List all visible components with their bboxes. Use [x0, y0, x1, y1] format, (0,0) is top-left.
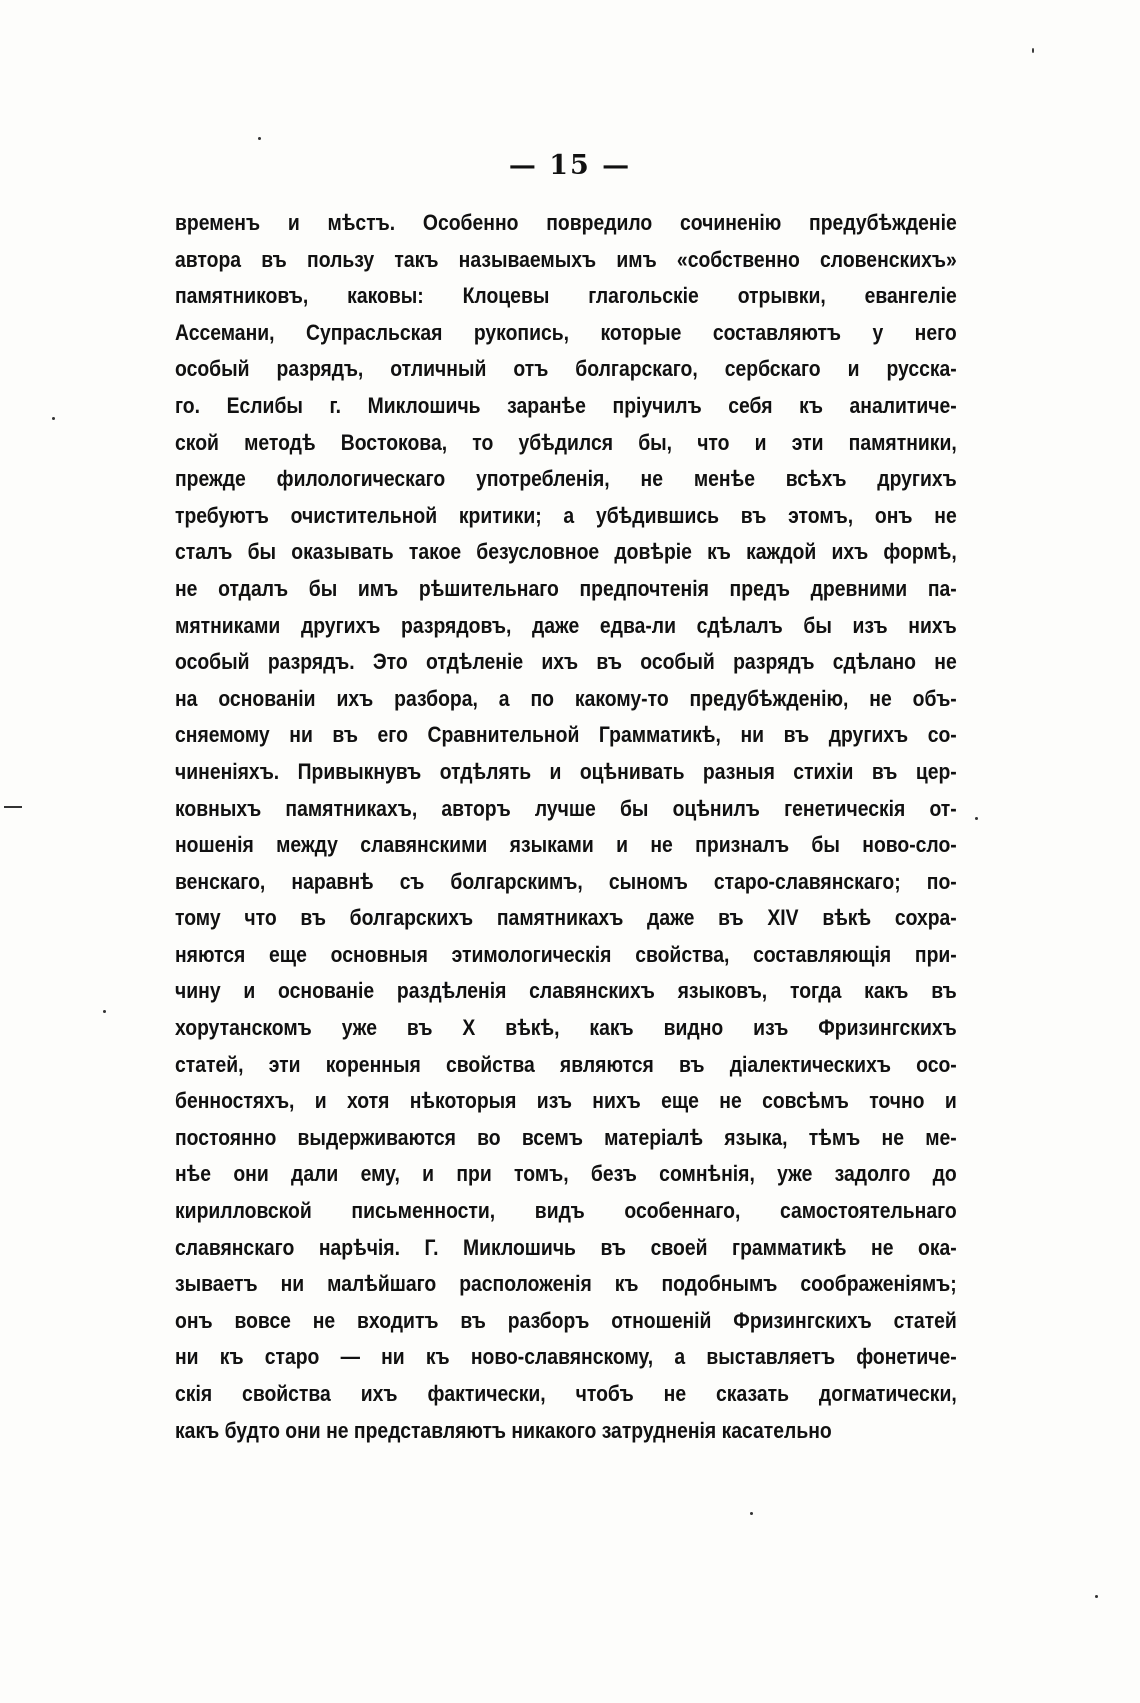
text-line: временъ и мѣстъ. Особенно повредило сочиненію предубѣжденіе: [175, 210, 957, 235]
text-line: тому что въ болгарскихъ памятникахъ даже въ XIV вѣкѣ сохра-: [175, 905, 957, 931]
scan-speck: [1095, 1595, 1098, 1598]
scan-speck: [975, 817, 978, 820]
text-line: не отдалъ бы имъ рѣшительнаго предпочтенія предъ древними па-: [175, 575, 957, 601]
text-line: особый разрядъ. Это отдѣленіе ихъ въ особый разрядъ сдѣлано не: [175, 649, 957, 675]
text-line: особый разрядъ, отличный отъ болгарскаго, сербскаго и русска-: [175, 356, 957, 382]
scan-speck: [1032, 48, 1034, 53]
text-line: го. Еслибы г. Миклошичь заранѣе пріучилъ себя къ аналитиче-: [175, 392, 957, 418]
text-line: статей, эти коренныя свойства являются въ діалектическихъ осо-: [175, 1051, 957, 1077]
text-line: ковныхъ памятникахъ, авторъ лучше бы оцѣнилъ генетическія от-: [175, 795, 957, 821]
text-line: сняемому ни въ его Сравнительной Грамматикѣ, ни въ другихъ со-: [175, 722, 957, 748]
text-line: славянскаго нарѣчія. Г. Миклошичь въ своей грамматикѣ не ока-: [175, 1234, 957, 1260]
text-line: чиненіяхъ. Привыкнувъ отдѣлять и оцѣнивать разныя стихіи въ цер-: [175, 758, 957, 784]
text-line: мятниками другихъ разрядовъ, даже едва-ли сдѣлалъ бы изъ нихъ: [175, 612, 957, 638]
text-line: сталъ бы оказывать такое безусловное довѣріе къ каждой ихъ формѣ,: [175, 539, 957, 565]
text-line: памятниковъ, каковы: Клоцевы глагольскіе отрывки, евангеліе: [175, 283, 957, 309]
body-text: [175, 205, 957, 1449]
text-line: венскаго, наравнѣ съ болгарскимъ, сыномъ старо-славянскаго; по-: [175, 868, 957, 894]
page-number: — 15 —: [508, 150, 632, 181]
text-line: няются еще основныя этимологическія свойства, составляющія при-: [175, 941, 957, 967]
scan-speck: [103, 1010, 106, 1013]
text-line: ской методѣ Востокова, то убѣдился бы, что и эти памятники,: [175, 429, 957, 455]
text-line: постоянно выдерживаются во всемъ матеріалѣ языка, тѣмъ не ме-: [175, 1124, 957, 1150]
text-line: ни къ старо — ни къ ново-славянскому, а выставляетъ фонетиче-: [175, 1344, 957, 1370]
scan-speck: [52, 417, 55, 420]
text-line: Ассемани, Супрасльская рукопись, которые составляютъ у него: [175, 319, 957, 345]
text-line: автора въ пользу такъ называемыхъ имъ «собственно словенскихъ»: [175, 246, 957, 272]
text-line: чину и основаніе раздѣленія славянскихъ языковъ, тогда какъ въ: [175, 978, 957, 1004]
text-line: зываетъ ни малѣйшаго расположенія къ подобнымъ соображеніямъ;: [175, 1271, 957, 1297]
text-line: бенностяхъ, и хотя нѣкоторыя изъ нихъ еще не совсѣмъ точно и: [175, 1088, 957, 1114]
text-line: на основаніи ихъ разбора, а по какому-то предубѣжденію, не объ-: [175, 685, 957, 711]
text-line: скія свойства ихъ фактически, чтобъ не сказать догматически,: [175, 1381, 957, 1406]
text-line: кирилловской письменности, видъ особеннаго, самостоятельнаго: [175, 1198, 957, 1224]
text-line: онъ вовсе не входитъ въ разборъ отношеній Фризингскихъ статей: [175, 1307, 957, 1333]
text-line: нѣе они дали ему, и при томъ, безъ сомнѣнія, уже задолго до: [175, 1161, 957, 1187]
scan-speck: [750, 1512, 753, 1515]
text-line: прежде филологическаго употребленія, не менѣе всѣхъ другихъ: [175, 466, 957, 492]
text-line: ношенія между славянскими языками и не призналъ бы ново-сло-: [175, 832, 957, 858]
scan-speck: [258, 137, 261, 140]
text-line: требуютъ очистительной критики; а убѣдившись въ этомъ, онъ не: [175, 502, 957, 528]
scan-mark: [4, 806, 22, 808]
text-line: какъ будто они не представляютъ никакого затрудненія касательно: [175, 1417, 832, 1443]
text-line: хорутанскомъ уже въ X вѣкѣ, какъ видно изъ Фризингскихъ: [175, 1015, 957, 1041]
